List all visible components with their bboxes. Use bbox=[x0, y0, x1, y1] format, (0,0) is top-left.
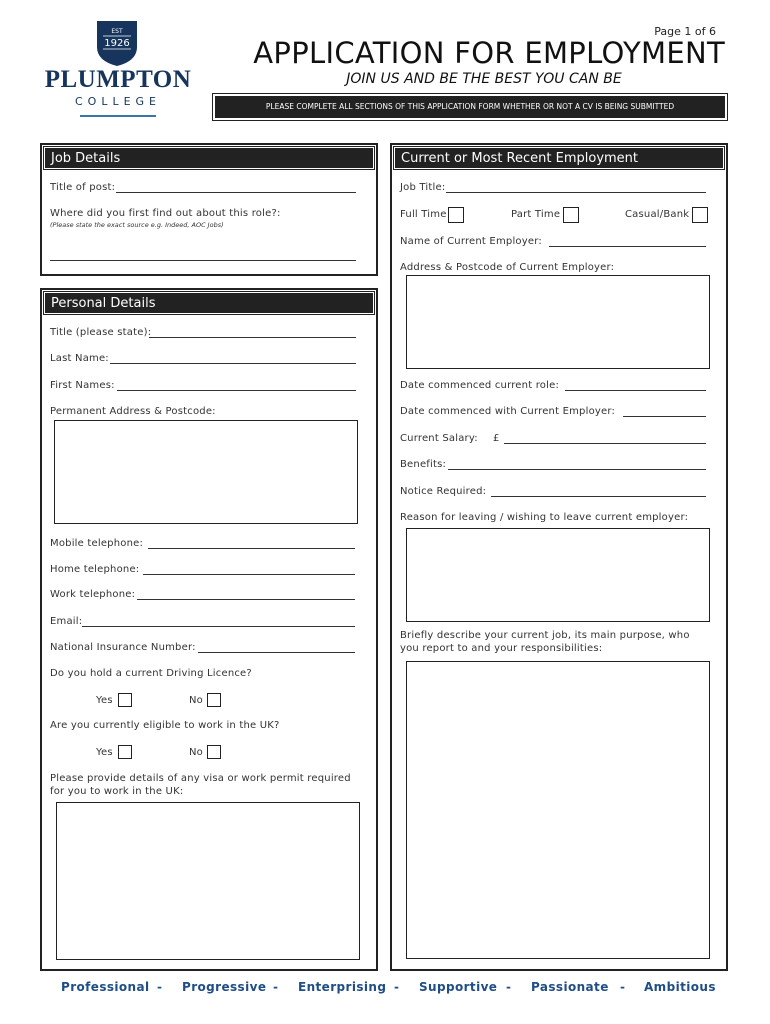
notice-label: Notice Required: bbox=[400, 486, 487, 497]
page-title: APPLICATION FOR EMPLOYMENT bbox=[253, 36, 725, 70]
licence-yes-checkbox[interactable] bbox=[118, 693, 132, 707]
describe-job-line1: Briefly describe your current job, its main purpose, who bbox=[400, 630, 690, 641]
mobile-label: Mobile telephone: bbox=[50, 538, 144, 549]
value-ambitious: Ambitious bbox=[644, 980, 716, 994]
work-phone-label: Work telephone: bbox=[50, 589, 136, 600]
first-names-label: First Names: bbox=[50, 380, 115, 391]
crest-est: EST bbox=[111, 28, 123, 35]
visa-question-line1: Please provide details of any visa or work permit required bbox=[50, 773, 351, 784]
values-footer bbox=[40, 980, 730, 998]
employer-address-label: Address & Postcode of Current Employer: bbox=[400, 262, 615, 273]
ni-number-label: National Insurance Number: bbox=[50, 642, 196, 653]
eligible-yes-checkbox[interactable] bbox=[118, 745, 132, 759]
college-crest-icon bbox=[95, 19, 139, 67]
where-found-hint: (Please state the exact source e.g. Indeed, AOC Jobs) bbox=[50, 221, 224, 229]
work-phone-field[interactable] bbox=[137, 599, 355, 600]
employer-name-field[interactable] bbox=[549, 246, 706, 247]
job-title-field[interactable] bbox=[446, 192, 706, 193]
last-name-field[interactable] bbox=[110, 363, 356, 364]
crest-year: 1926 bbox=[104, 38, 130, 49]
logo-wordmark: PLUMPTON bbox=[44, 66, 192, 93]
logo-rule bbox=[80, 115, 156, 117]
last-name-label: Last Name: bbox=[50, 353, 109, 364]
benefits-field[interactable] bbox=[448, 469, 706, 470]
footer-separator: - bbox=[394, 980, 400, 994]
tagline: JOIN US AND BE THE BEST YOU CAN BE bbox=[346, 71, 622, 87]
page-number: Page 1 of 6 bbox=[654, 25, 716, 38]
licence-yes-label: Yes bbox=[96, 695, 113, 706]
licence-no-label: No bbox=[189, 695, 203, 706]
reason-leaving-label: Reason for leaving / wishing to leave current employer: bbox=[400, 512, 689, 523]
footer-separator: - bbox=[506, 980, 512, 994]
title-label: Title (please state): bbox=[50, 327, 152, 338]
describe-job-field[interactable] bbox=[406, 661, 710, 959]
footer-separator: - bbox=[620, 980, 626, 994]
value-passionate: Passionate bbox=[531, 980, 609, 994]
title-field[interactable] bbox=[149, 337, 356, 338]
notice-field[interactable] bbox=[491, 496, 706, 497]
date-employer-field[interactable] bbox=[623, 416, 706, 417]
part-time-label: Part Time bbox=[511, 209, 561, 220]
address-label: Permanent Address & Postcode: bbox=[50, 406, 216, 417]
benefits-label: Benefits: bbox=[400, 459, 447, 470]
value-professional: Professional bbox=[61, 980, 150, 994]
title-of-post-field[interactable] bbox=[116, 192, 356, 193]
first-names-field[interactable] bbox=[117, 390, 356, 391]
date-employer-label: Date commenced with Current Employer: bbox=[400, 406, 616, 417]
instruction-banner: PLEASE COMPLETE ALL SECTIONS OF THIS APPLICATION FORM WHETHER OR NOT A CV IS BEING SUBMITTED bbox=[213, 94, 727, 120]
casual-bank-checkbox[interactable] bbox=[692, 207, 708, 223]
casual-bank-label: Casual/Bank bbox=[625, 209, 690, 220]
date-role-label: Date commenced current role: bbox=[400, 380, 560, 391]
value-progressive: Progressive bbox=[182, 980, 267, 994]
full-time-label: Full Time bbox=[400, 209, 447, 220]
eligible-no-checkbox[interactable] bbox=[207, 745, 221, 759]
where-found-field[interactable] bbox=[50, 260, 356, 261]
value-supportive: Supportive bbox=[419, 980, 498, 994]
where-found-label: Where did you first find out about this role?: bbox=[50, 208, 281, 219]
licence-question: Do you hold a current Driving Licence? bbox=[50, 668, 252, 679]
eligible-yes-label: Yes bbox=[96, 747, 113, 758]
email-label: Email: bbox=[50, 616, 83, 627]
footer-separator: - bbox=[157, 980, 163, 994]
describe-job-line2: you report to and your responsibilities: bbox=[400, 643, 603, 654]
visa-details-field[interactable] bbox=[56, 802, 360, 960]
eligible-question: Are you currently eligible to work in the UK? bbox=[50, 720, 280, 731]
visa-question-line2: for you to work in the UK: bbox=[50, 786, 184, 797]
email-field[interactable] bbox=[82, 626, 355, 627]
reason-leaving-field[interactable] bbox=[406, 528, 710, 622]
logo-subtext: COLLEGE bbox=[74, 95, 162, 108]
job-details-heading: Job Details bbox=[44, 147, 374, 169]
licence-no-checkbox[interactable] bbox=[207, 693, 221, 707]
currency-symbol: £ bbox=[493, 433, 500, 444]
value-enterprising: Enterprising bbox=[298, 980, 387, 994]
employer-name-label: Name of Current Employer: bbox=[400, 236, 542, 247]
current-employment-heading: Current or Most Recent Employment bbox=[394, 147, 724, 169]
ni-number-field[interactable] bbox=[198, 652, 355, 653]
part-time-checkbox[interactable] bbox=[563, 207, 579, 223]
address-field[interactable] bbox=[54, 420, 358, 524]
date-role-field[interactable] bbox=[565, 390, 706, 391]
personal-details-heading: Personal Details bbox=[44, 292, 374, 314]
employer-address-field[interactable] bbox=[406, 275, 710, 369]
job-title-label: Job Title: bbox=[400, 182, 446, 193]
footer-separator: - bbox=[273, 980, 279, 994]
salary-label: Current Salary: bbox=[400, 433, 478, 444]
home-phone-field[interactable] bbox=[143, 574, 355, 575]
title-of-post-label: Title of post: bbox=[50, 182, 116, 193]
salary-field[interactable] bbox=[504, 443, 706, 444]
eligible-no-label: No bbox=[189, 747, 203, 758]
full-time-checkbox[interactable] bbox=[448, 207, 464, 223]
home-phone-label: Home telephone: bbox=[50, 564, 140, 575]
mobile-field[interactable] bbox=[148, 548, 355, 549]
